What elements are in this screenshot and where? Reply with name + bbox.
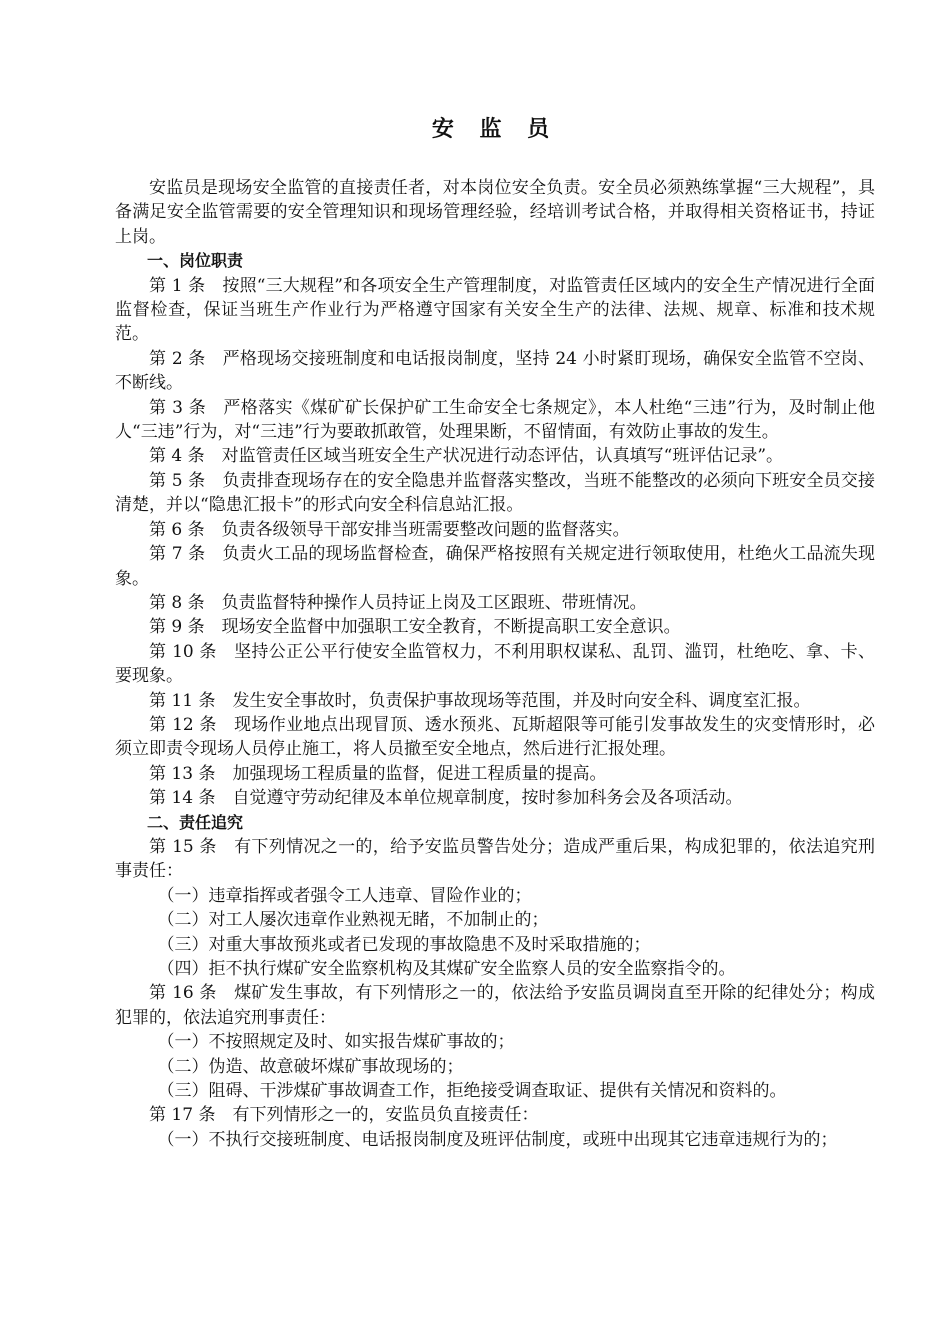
article-13: 第 13 条 加强现场工程质量的监督，促进工程质量的提高。 (149, 763, 607, 784)
article-15-item-1: （一）违章指挥或者强令工人违章、冒险作业的； (157, 885, 532, 906)
article-17: 第 17 条 有下列情形之一的，安监员负直接责任： (149, 1105, 539, 1126)
document-body (115, 176, 875, 1152)
article-16-item-2: （二）伪造、故意破坏煤矿事故现场的； (157, 1056, 464, 1077)
article-15: 第 15 条 有下列情况之一的，给予安监员警告处分；造成严重后果，构成犯罪的，依法追究刑事责任： (115, 836, 875, 882)
section-heading-accountability: 二、责任追究 (147, 812, 244, 832)
article-10: 第 10 条 坚持公正公平行使安全监管权力，不利用职权谋私、乱罚、滥罚，杜绝吃、拿、卡、要现象。 (115, 641, 875, 687)
article-1: 第 1 条 按照“三大规程”和各项安全生产管理制度，对监管责任区域内的安全生产情况进行全面监督检查，保证当班生产作业行为严格遵守国家有关安全生产的法律、法规、规章、标准和技术规范。 (115, 275, 875, 345)
section-heading-duties: 一、岗位职责 (147, 251, 244, 271)
article-6: 第 6 条 负责各级领导干部安排当班需要整改问题的监督落实。 (149, 519, 630, 540)
article-16: 第 16 条 煤矿发生事故，有下列情形之一的，依法给予安监员调岗直至开除的纪律处分；构成犯罪的，依法追究刑事责任： (115, 983, 875, 1028)
article-15-item-2: （二）对工人屡次违章作业熟视无睹，不加制止的； (157, 910, 549, 931)
article-15-item-3: （三）对重大事故预兆或者已发现的事故隐患不及时采取措施的； (157, 934, 651, 955)
article-12: 第 12 条 现场作业地点出现冒顶、透水预兆、瓦斯超限等可能引发事故发生的灾变情形时，必须立即责令现场人员停止施工，将人员撤至安全地点，然后进行汇报处理。 (115, 714, 875, 760)
intro-paragraph: 安监员是现场安全监管的直接责任者，对本岗位安全负责。安全员必须熟练掌握“三大规程”，具备满足安全监管需要的安全管理知识和现场管理经验，经培训考试合格，并取得相关资格证书，持证上岗。 (115, 178, 875, 247)
article-9: 第 9 条 现场安全监督中加强职工安全教育，不断提高职工安全意识。 (149, 617, 681, 638)
article-16-item-3: （三）阻碍、干涉煤矿事故调查工作，拒绝接受调查取证、提供有关情况和资料的。 (157, 1081, 787, 1102)
article-3: 第 3 条 严格落实《煤矿矿长保护矿工生命安全七条规定》，本人杜绝“三违”行为，及时制止他人“三违”行为，对“三违”行为要敢抓敢管，处理果断，不留情面，有效防止事故的发生。 (115, 397, 875, 443)
article-2: 第 2 条 严格现场交接班制度和电话报岗制度，坚持 24 小时紧盯现场，确保安全监管不空岗、不断线。 (115, 348, 875, 394)
article-4: 第 4 条 对监管责任区域当班安全生产状况进行动态评估，认真填写“班评估记录”。 (149, 446, 784, 467)
article-5: 第 5 条 负责排查现场存在的安全隐患并监督落实整改，当班不能整改的必须向下班安全员交接清楚，并以“隐患汇报卡”的形式向安全科信息站汇报。 (115, 470, 875, 516)
article-16-item-1: （一）不按照规定及时、如实报告煤矿事故的； (157, 1032, 515, 1053)
article-11: 第 11 条 发生安全事故时，负责保护事故现场等范围，并及时向安全科、调度室汇报。 (149, 690, 811, 711)
article-8: 第 8 条 负责监督特种操作人员持证上岗及工区跟班、带班情况。 (149, 592, 647, 613)
article-15-item-4: （四）拒不执行煤矿安全监察机构及其煤矿安全监察人员的安全监察指令的。 (157, 959, 736, 979)
article-17-item-1: （一）不执行交接班制度、电话报岗制度及班评估制度，或班中出现其它违章违规行为的； (157, 1129, 838, 1150)
article-7: 第 7 条 负责火工品的现场监督检查，确保严格按照有关规定进行领取使用，杜绝火工品流失现象。 (115, 544, 875, 589)
article-14: 第 14 条 自觉遵守劳动纪律及本单位规章制度，按时参加科务会及各项活动。 (149, 788, 743, 809)
document-title: 安 监 员 (431, 117, 559, 142)
